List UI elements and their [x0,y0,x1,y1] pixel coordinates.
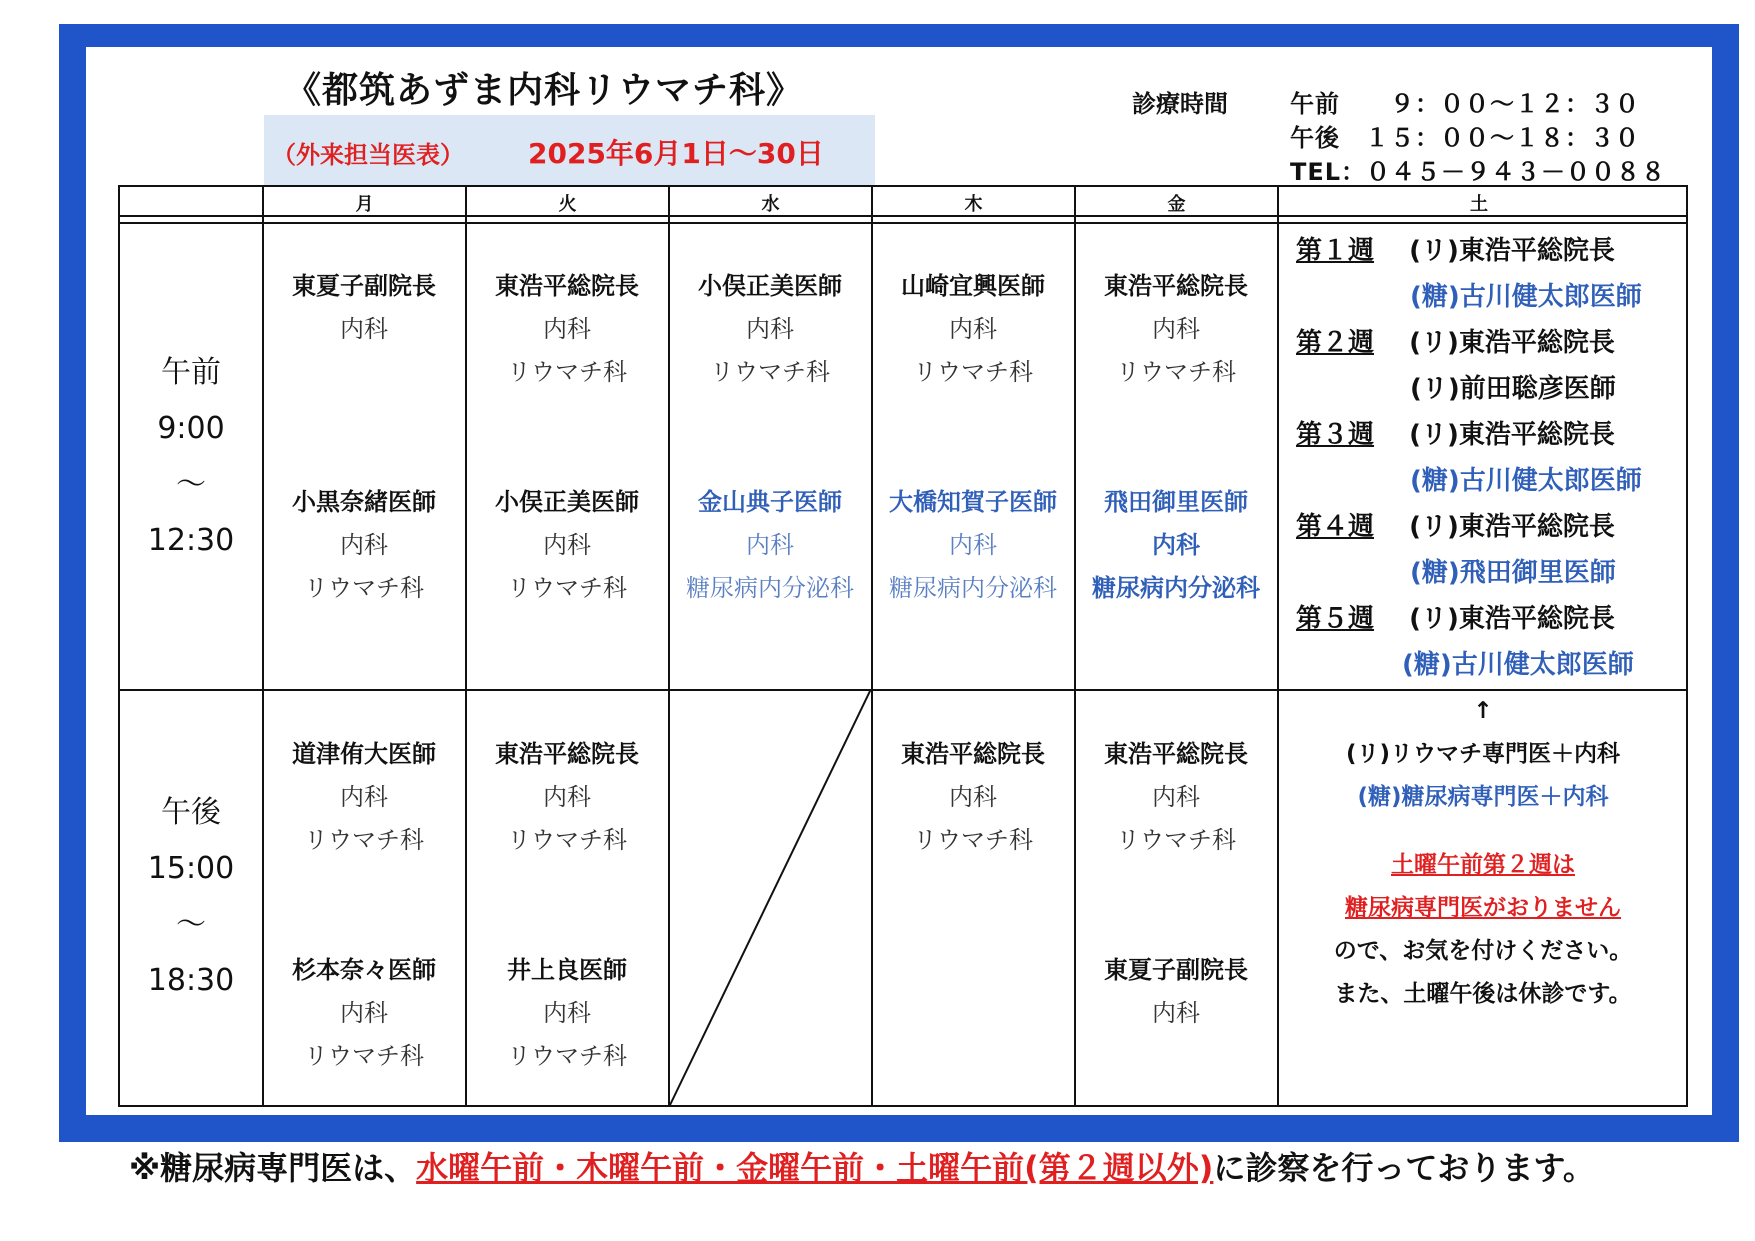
department: 内科 [340,531,388,559]
department: リウマチ科 [913,826,1033,854]
doctor-name: 杉本奈々医師 [292,956,436,984]
department: リウマチ科 [710,358,830,386]
department: 内科 [746,531,794,559]
up-arrow-icon: ↑ [1473,698,1493,724]
department: 内科 [340,999,388,1027]
department: 内科 [746,315,794,343]
doctor-name: 道津侑大医師 [292,740,436,768]
hours-label: 診療時間 [1132,90,1228,118]
department: 内科 [949,783,997,811]
mon-afternoon-cell [264,732,464,1078]
fri-afternoon-cell [1076,732,1276,1035]
department: 糖尿病内分泌科 [1092,574,1260,602]
department: リウマチ科 [507,574,627,602]
department: 内科 [340,783,388,811]
sat-week-5: 第５週 (リ)東浩平総院長 [1296,604,1615,634]
sat-week-1-second: (糖)古川健太郎医師 [1410,282,1642,312]
sat-week-1: 第１週 (リ)東浩平総院長 [1296,236,1615,266]
department: 内科 [1152,315,1200,343]
department: 糖尿病内分泌科 [686,574,854,602]
wednesday-afternoon-closed-slash [668,689,873,1107]
department: 内科 [543,783,591,811]
sat-week-5-second: (糖)古川健太郎医師 [1402,650,1634,680]
department: 内科 [543,999,591,1027]
doctor-name: 小黒奈緒医師 [292,488,436,516]
day-header-mon: 月 [355,194,374,215]
warning-line-2: 糖尿病専門医がおりません [1345,895,1621,921]
department: 糖尿病内分泌科 [889,574,1057,602]
morning-period-label: 午前 9:00 ～ 12:30 [147,355,235,558]
tue-afternoon-cell [467,732,667,1078]
doctor-name: 山崎宜興医師 [901,272,1045,300]
department [264,351,464,394]
day-header-thu: 木 [964,194,983,215]
department: 内科 [1152,999,1200,1027]
phone-number: TEL：０４５－９４３－００８８ [1290,158,1667,186]
schedule-period: 2025年6月1日～30日 [528,137,824,170]
afternoon-period-label: 午後 15:00 ～ 18:30 [147,795,235,998]
doctor-name: 金山典子医師 [698,488,842,516]
day-header-fri: 金 [1167,194,1186,215]
sat-week-3: 第３週 (リ)東浩平総院長 [1296,420,1615,450]
department: 内科 [543,315,591,343]
tue-morning-cell [467,264,667,610]
afternoon-hours: 午後 １５：００～１８：３０ [1290,124,1640,152]
doctor-name: 東浩平総院長 [1104,740,1248,768]
sat-week-4: 第４週 (リ)東浩平総院長 [1296,512,1615,542]
sat-week-4-second: (糖)飛田御里医師 [1410,558,1616,588]
note-line-1: ので、お気を付けください。 [1333,938,1633,964]
department: 内科 [1152,531,1200,559]
day-header-tue: 火 [558,194,577,215]
thu-afternoon-cell [873,732,1073,862]
clinic-title: 《都筑あずま内科リウマチ科》 [285,70,804,111]
doctor-name: 東浩平総院長 [495,272,639,300]
department: 内科 [340,315,388,343]
department: リウマチ科 [304,574,424,602]
legend-rheumatology: (リ)リウマチ専門医＋内科 [1345,741,1621,767]
department: リウマチ科 [1116,358,1236,386]
department: リウマチ科 [507,826,627,854]
department: リウマチ科 [1116,826,1236,854]
department: リウマチ科 [507,1042,627,1070]
sat-week-2: 第２週 (リ)東浩平総院長 [1296,328,1615,358]
morning-hours: 午前 ９：００～１２：３０ [1290,90,1640,118]
day-header-sat: 土 [1470,194,1488,215]
department: リウマチ科 [913,358,1033,386]
department: 内科 [1152,783,1200,811]
department: 内科 [949,531,997,559]
wed-morning-cell [670,264,870,610]
doctor-name: 東浩平総院長 [1104,272,1248,300]
doctor-name: 大橋知賀子医師 [889,488,1057,516]
mon-morning-cell [264,264,464,610]
doctor-name: 東夏子副院長 [1104,956,1248,984]
sat-week-2-second: (リ)前田聡彦医師 [1410,374,1616,404]
department: リウマチ科 [304,1042,424,1070]
sat-week-3-second: (糖)古川健太郎医師 [1410,466,1642,496]
doctor-name: 東浩平総院長 [901,740,1045,768]
thu-morning-cell [873,264,1073,610]
schedule-label: （外来担当医表） [272,141,464,169]
department: 内科 [949,315,997,343]
note-line-2: また、土曜午後は休診です。 [1334,981,1632,1007]
footer-note: ※糖尿病専門医は、水曜午前・木曜午前・金曜午前・土曜午前(第２週以外)に診察を行っております。 [129,1149,1595,1187]
department: 内科 [543,531,591,559]
doctor-name: 東夏子副院長 [292,272,436,300]
doctor-name: 飛田御里医師 [1104,488,1248,516]
department: リウマチ科 [507,358,627,386]
department: リウマチ科 [304,826,424,854]
day-header-wed: 水 [761,194,780,215]
doctor-name: 小俣正美医師 [495,488,639,516]
doctor-name: 井上良医師 [507,956,627,984]
doctor-name: 東浩平総院長 [495,740,639,768]
doctor-name: 小俣正美医師 [698,272,842,300]
saturday-afternoon-notes [1283,690,1683,1016]
legend-diabetes: (糖)糖尿病専門医＋内科 [1357,784,1609,810]
fri-morning-cell [1076,264,1276,610]
warning-line-1: 土曜午前第２週は [1391,852,1575,878]
